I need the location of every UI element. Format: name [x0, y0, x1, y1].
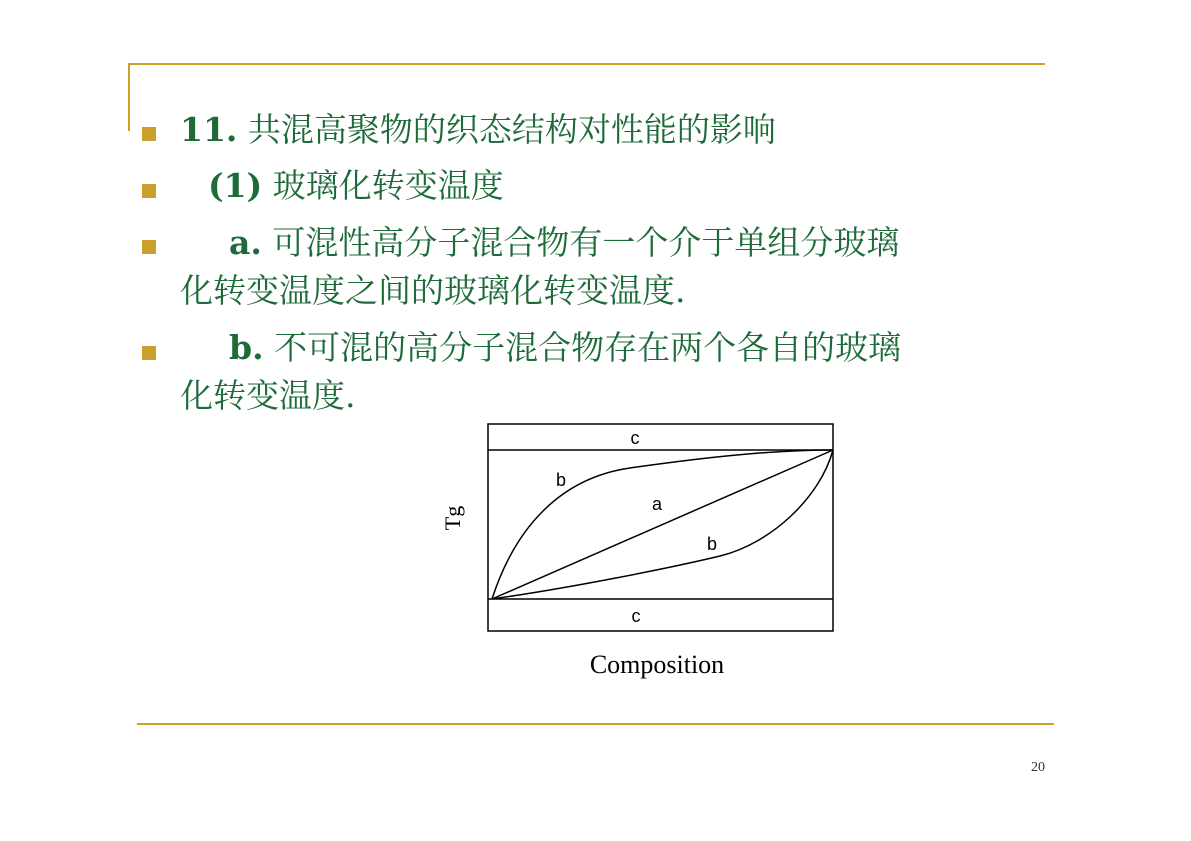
- bullet-line-4: [229, 325, 901, 371]
- tg-composition-figure: [430, 418, 850, 688]
- bullet-prefix: 11.: [180, 110, 238, 149]
- bullet-line-3: [229, 220, 899, 266]
- label-c-top: c: [630, 428, 640, 448]
- bullet-text: 化转变温度之间的玻璃化转变温度.: [180, 271, 686, 310]
- left-rule: [128, 63, 130, 131]
- bullet-marker: [142, 346, 156, 360]
- bullet-text: 共混高聚物的织态结构对性能的影响: [237, 110, 776, 149]
- bullet-marker: [142, 184, 156, 198]
- bullet-marker: [142, 127, 156, 141]
- label-c-bottom: c: [631, 606, 641, 626]
- bullet-prefix: a.: [229, 223, 262, 262]
- bullet-prefix: b.: [229, 328, 264, 367]
- bullet-prefix: (1): [208, 166, 263, 205]
- top-rule: [128, 63, 1045, 65]
- bullet-marker: [142, 240, 156, 254]
- bullet-text: 可混性高分子混合物有一个介于单组分玻璃: [261, 223, 900, 262]
- label-b-upper: b: [555, 470, 567, 490]
- y-axis-label: Tg: [440, 505, 465, 531]
- bullet-line-2: [208, 163, 504, 209]
- bullet-text: 化转变温度.: [180, 376, 356, 415]
- bullet-text: 不可混的高分子混合物存在两个各自的玻璃: [263, 328, 902, 367]
- figure-outer-box: [488, 424, 833, 631]
- page-number: 20: [1031, 760, 1045, 775]
- label-b-lower: b: [706, 534, 718, 554]
- bullet-line-1: [180, 107, 776, 153]
- bullet-line-4-continuation: [180, 373, 356, 419]
- bullet-text: 玻璃化转变温度: [262, 166, 504, 205]
- bottom-rule: [137, 723, 1054, 725]
- bullet-line-3-continuation: [180, 268, 686, 314]
- label-a: a: [651, 494, 663, 514]
- x-axis-label: Composition: [589, 650, 725, 679]
